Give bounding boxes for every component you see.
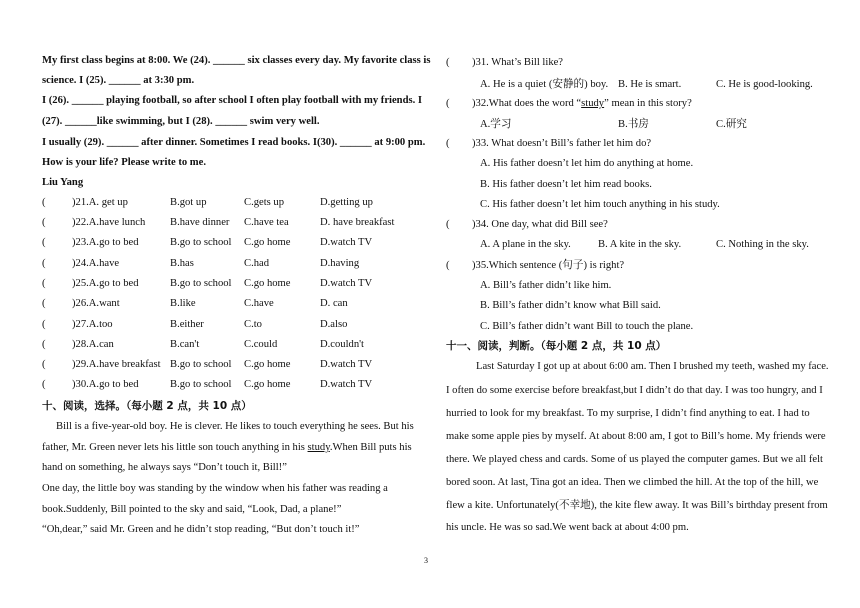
question-text xyxy=(472,97,692,111)
section-10-heading: 十、阅读，选择。（每小题 2 点，共 10 点） xyxy=(42,400,252,412)
option-c: C. Bill’s father didn’t want Bill to touch the plane. xyxy=(480,321,694,332)
answer-paren: ( xyxy=(446,219,450,230)
question-text: )31. What’s Bill like? xyxy=(472,57,564,68)
story-line: Bill is a five-year-old boy. He is clever. He likes to touch everything he sees. But his xyxy=(56,421,414,432)
option-a: )23.A.go to bed xyxy=(72,237,139,248)
signature-name: Liu Yang xyxy=(42,177,84,188)
option-a: A.学习 xyxy=(480,119,512,130)
answer-paren: ( xyxy=(42,298,46,309)
option-d: D.watch TV xyxy=(320,359,373,370)
answer-paren: ( xyxy=(42,339,46,350)
answer-paren: ( xyxy=(42,197,46,208)
option-d: D.watch TV xyxy=(320,379,373,390)
option-b: B. Bill’s father didn’t know what Bill said. xyxy=(480,300,661,311)
option-d: D. have breakfast xyxy=(320,217,395,228)
option-b: B.has xyxy=(170,258,194,269)
question-35 xyxy=(446,259,625,273)
page-number: 3 xyxy=(424,556,428,565)
section-11-heading: 十一、阅读，判断。（每小题 2 点，共 10 点） xyxy=(446,340,667,352)
passage-line: My first class begins at 8:00. We (24). ______ six classes every day. My favorite class is xyxy=(42,55,431,66)
question-32 xyxy=(446,97,692,111)
option-c: C.研究 xyxy=(716,119,747,130)
option-a: )28.A.can xyxy=(72,339,114,350)
option-b: B.got up xyxy=(170,197,207,208)
answer-paren: ( xyxy=(42,237,46,248)
option-c: C.could xyxy=(244,339,278,350)
story-line: I often do some exercise before breakfast,but I didn’t do that day. I was too hungry, and I xyxy=(446,385,823,396)
option-a: )30.A.go to bed xyxy=(72,379,139,390)
option-c: C.had xyxy=(244,258,270,269)
option-a: A. Bill’s father didn’t like him. xyxy=(480,280,612,291)
option-b: B.either xyxy=(170,319,204,330)
passage-line: I (26). ______ playing football, so after school I often play football with my friends. I xyxy=(42,95,423,106)
option-d: D.watch TV xyxy=(320,237,373,248)
question-34 xyxy=(446,218,608,232)
option-a: A. His father doesn’t let him do anything at home. xyxy=(480,158,694,169)
option-a: A. A plane in the sky. xyxy=(480,239,571,250)
option-d: D.watch TV xyxy=(320,278,373,289)
option-a: )29.A.have breakfast xyxy=(72,359,161,370)
story-line: “Oh,dear,” said Mr. Green and he didn’t stop reading, “But don’t touch it!” xyxy=(42,524,360,535)
option-b: B.can't xyxy=(170,339,200,350)
option-b: B.go to school xyxy=(170,379,232,390)
answer-paren: ( xyxy=(446,260,450,271)
option-a: )22.A.have lunch xyxy=(72,217,146,228)
passage-line: How is your life? Please write to me. xyxy=(42,157,206,168)
underlined-word: study xyxy=(307,442,330,453)
option-c: C.to xyxy=(244,319,262,330)
answer-paren: ( xyxy=(42,359,46,370)
option-c: C.have xyxy=(244,298,274,309)
option-a: )24.A.have xyxy=(72,258,120,269)
answer-paren: ( xyxy=(42,379,46,390)
question-text: )35.Which sentence (句子) is right? xyxy=(472,260,625,271)
option-d: D.also xyxy=(320,319,348,330)
option-c: C. He is good-looking. xyxy=(716,79,813,90)
option-a: )21.A. get up xyxy=(72,197,128,208)
story-line: One day, the little boy was standing by the window when his father was reading a xyxy=(42,483,388,494)
option-c: C. Nothing in the sky. xyxy=(716,239,809,250)
story-text: .When Bill puts his xyxy=(329,442,412,453)
underlined-word: study xyxy=(581,98,605,109)
answer-paren: ( xyxy=(42,319,46,330)
story-line: there. We played chess and cards. Some of us played the computer games. But we all felt xyxy=(446,454,823,465)
option-a: )26.A.want xyxy=(72,298,120,309)
passage-line: I usually (29). ______ after dinner. Sometimes I read books. I(30). ______ at 9:00 pm. xyxy=(42,137,426,148)
option-d: D.getting up xyxy=(320,197,373,208)
story-line: bored soon. At last, Tina got an idea. Then we climbed the hill. At the top of the hill, we xyxy=(446,477,819,488)
story-line: hurried to look for my breakfast. To my surprise, I didn’t find anything to eat. I had to xyxy=(446,408,810,419)
story-line: Last Saturday I got up at about 6:00 am. Then I brushed my teeth, washed my face. xyxy=(476,361,829,372)
question-33 xyxy=(446,137,652,151)
option-c: C. His father doesn’t let him touch anything in his study. xyxy=(480,199,720,210)
option-b: B. He is smart. xyxy=(618,79,682,90)
option-b: B.go to school xyxy=(170,359,232,370)
question-text: )33. What doesn’t Bill’s father let him do? xyxy=(472,138,652,149)
option-d: D.couldn't xyxy=(320,339,364,350)
story-line: hand on something, he always says “Don’t touch it, Bill!” xyxy=(42,462,287,473)
answer-paren: ( xyxy=(42,258,46,269)
option-c: C.go home xyxy=(244,379,291,390)
option-a: A. He is a quiet (安静的) boy. xyxy=(480,79,609,90)
answer-paren: ( xyxy=(42,278,46,289)
story-text: father, Mr. Green never lets his little son touch anything in his xyxy=(42,442,308,453)
option-b: B.go to school xyxy=(170,278,232,289)
story-line: flew a kite. Unfortunately(不幸地), the kite flew away. It was Bill’s birthday present from xyxy=(446,500,828,511)
option-b: B.like xyxy=(170,298,196,309)
option-d: D.having xyxy=(320,258,360,269)
passage-line: science. I (25). ______ at 3:30 pm. xyxy=(42,75,195,86)
option-b: B. A kite in the sky. xyxy=(598,239,682,250)
option-b: B. His father doesn’t let him read books. xyxy=(480,179,652,190)
answer-paren: ( xyxy=(446,98,450,109)
answer-paren: ( xyxy=(42,217,46,228)
option-c: C.have tea xyxy=(244,217,289,228)
question-text-part: )32.What does the word “ xyxy=(472,98,582,109)
option-b: B.have dinner xyxy=(170,217,230,228)
option-a: )27.A.too xyxy=(72,319,113,330)
passage-line: (27). ______like swimming, but I (28). ______ swim very well. xyxy=(42,116,320,127)
story-line: his uncle. He was so sad.We went back at about 4:00 pm. xyxy=(446,522,689,533)
option-c: C.go home xyxy=(244,278,291,289)
story-line xyxy=(42,441,412,455)
option-b: B.书房 xyxy=(618,119,649,130)
option-b: B.go to school xyxy=(170,237,232,248)
story-line: make some apple pies by myself. At about 8:00 am, I got to Bill’s home. My friends were xyxy=(446,431,826,442)
answer-paren: ( xyxy=(446,138,450,149)
option-c: C.go home xyxy=(244,359,291,370)
question-text: )34. One day, what did Bill see? xyxy=(472,219,608,230)
question-31 xyxy=(446,56,564,70)
question-text-part: ” mean in this story? xyxy=(604,98,692,109)
option-a: )25.A.go to bed xyxy=(72,278,139,289)
option-c: C.gets up xyxy=(244,197,285,208)
story-line: book.Suddenly, Bill pointed to the sky and said, “Look, Dad, a plane!” xyxy=(42,504,342,515)
option-c: C.go home xyxy=(244,237,291,248)
option-d: D. can xyxy=(320,298,348,309)
answer-paren: ( xyxy=(446,57,450,68)
